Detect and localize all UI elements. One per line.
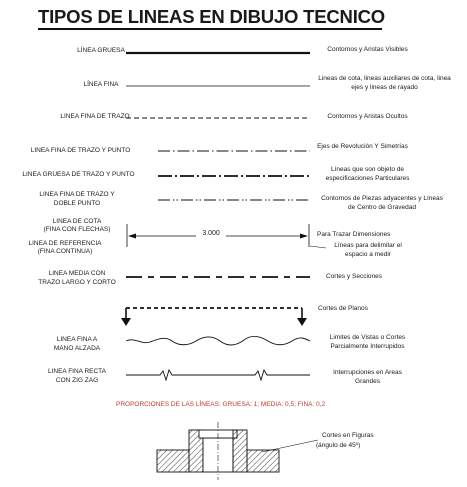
- desc-cortes-secciones: Cortes y Secciones: [326, 273, 382, 280]
- page-title: TIPOS DE LINEAS EN DIBUJO TECNICO: [38, 6, 385, 27]
- label-alzada-1: LINEA FINA A: [56, 336, 98, 343]
- desc-interrupciones-2: Grandes: [355, 378, 380, 385]
- label-ref-2: (FINA CONTINUA): [37, 248, 93, 255]
- label-media-1: LINEA MEDIA CON: [48, 270, 106, 277]
- desc-delimitar-2: espacio a medir: [345, 251, 391, 258]
- sample-freehand-line: [126, 336, 310, 345]
- figure-pointer: [262, 440, 318, 452]
- label-cota-1: LINEA DE COTA: [52, 218, 102, 225]
- label-ref-1: LINEA DE REFERENCIA: [28, 240, 102, 247]
- desc-lineas-cota-1: Lineas de cota, lineas auxiliares de cota, linea: [318, 75, 451, 82]
- cutting-plane-arrow-right-head: [297, 318, 307, 326]
- dimension-arrow-right: [300, 234, 308, 239]
- desc-ejes-revolucion: Ejes de Revolución Y Simetrías: [317, 143, 408, 150]
- desc-lineas-cota-2: ejes y lineas de rayado: [351, 84, 418, 91]
- desc-especificaciones-1: Líneas que son objeto de: [330, 166, 404, 173]
- desc-piezas-adyacentes-1: Contornos de Piezas adyacentes y Líneas: [321, 195, 443, 202]
- label-doble-punto-1: LINEA FINA DE TRAZO Y: [39, 191, 115, 198]
- label-zigzag-1: LINEA FINA RECTA: [47, 368, 107, 375]
- desc-contornos-visibles: Contornos y Aristas Visibles: [327, 46, 408, 53]
- proportions-note: PROPORCIONES DE LAS LÍNEAS: GRUESA: 1; MEDIA: 0,5; FINA: 0,2: [116, 401, 326, 408]
- dimension-value: 3.000: [196, 230, 226, 237]
- desc-cortes-figuras: Cortes en Figuras: [322, 432, 374, 439]
- desc-cortes-planos: Cortes de Planos: [318, 305, 368, 312]
- cutting-plane-arrow-left-head: [121, 318, 131, 326]
- dimension-arrow-left: [128, 234, 136, 239]
- desc-especificaciones-2: especificaciones Particulares: [325, 175, 410, 182]
- label-gruesa-trazo-punto: LINEA GRUESA DE TRAZO Y PUNTO: [22, 171, 135, 178]
- sample-zigzag-line: [126, 370, 310, 380]
- desc-limites-vistas-2: Parcialmente Interrupidos: [330, 343, 405, 350]
- label-linea-fina-trazo: LINEA FINA DE TRAZO: [60, 113, 130, 120]
- label-cota-2: (FINA CON FLECHAS): [43, 226, 111, 233]
- label-linea-gruesa: LÍNEA GRUESA: [77, 47, 125, 54]
- label-zigzag-2: CON ZIG ZAG: [55, 377, 99, 384]
- desc-angulo: (ángulo de 45º): [316, 442, 361, 449]
- desc-piezas-adyacentes-2: de Centro de Gravedad: [348, 204, 416, 211]
- label-media-2: TRAZO LARGO Y CORTO: [38, 279, 116, 286]
- delimit-pointer: [310, 246, 326, 248]
- desc-interrupciones-1: Interrupciones en Areas: [333, 369, 402, 376]
- label-alzada-2: MANO ALZADA: [53, 345, 101, 352]
- label-doble-punto-2: DOBLE PUNTO: [53, 200, 101, 207]
- desc-trazar-dimensiones: Para Trazar Dimensiones: [317, 231, 391, 238]
- desc-delimitar-1: Líneas para delimitar el: [334, 242, 402, 249]
- section-figure: [157, 422, 279, 480]
- desc-contornos-ocultos: Contornos y Aristas Ocultos: [327, 113, 408, 120]
- label-trazo-punto: LINEA FINA DE TRAZO Y PUNTO: [30, 147, 131, 154]
- label-linea-fina: LÍNEA FINA: [83, 81, 119, 88]
- desc-limites-vistas-1: Limites de Vistas o Cortes: [329, 334, 406, 341]
